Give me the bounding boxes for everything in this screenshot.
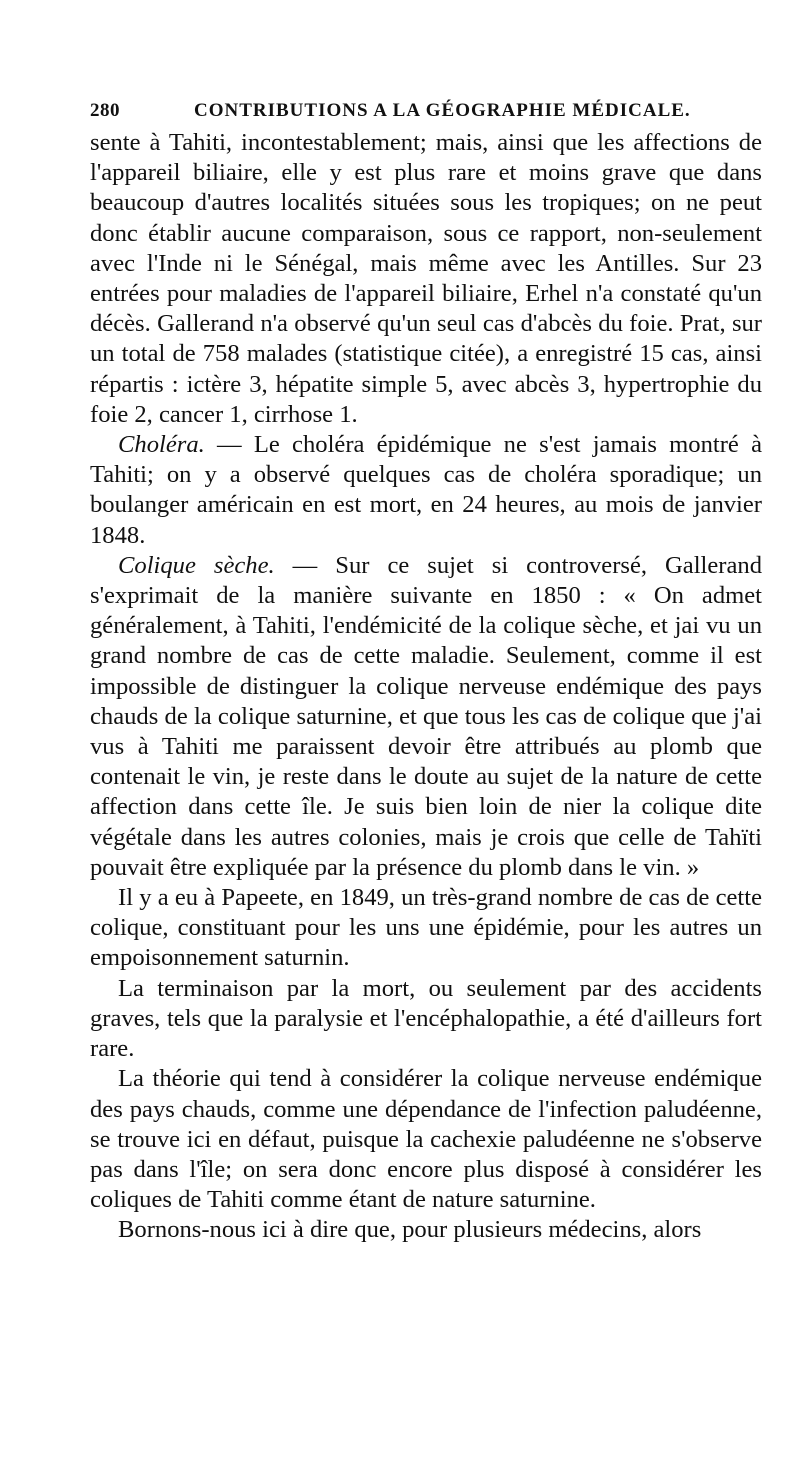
paragraph-text: Bornons-nous ici à dire que, pour plusieurs médecins, alors bbox=[118, 1216, 702, 1244]
paragraph-text: — Sur ce sujet si controversé, Gallerand s'exprimait de la manière suivante en 1850 : « On admet généralement, à Tahiti, l'endémicité de la colique sèche, et jai vu un grand nombre de cas de cette maladie. Seulement, comme il est impossible de distinguer la colique nerveuse endémique des pays chauds de la colique saturnine, et que tous les cas de colique que j'ai vus à Tahiti me paraissent devoir être attribués au plomb que contenait le vin, je reste dans le doute au sujet de la nature de cette affection dans cette île. Je suis bien loin de nier la colique dite végétale dans les autres colonies, mais je crois que celle de Tahïti pouvait être expliquée par la présence du plomb dans le vin. » bbox=[90, 551, 762, 881]
paragraph-text: La terminaison par la mort, ou seulement par des accidents graves, tels que la paralysie et l'encéphalopathie, a été d'ailleurs fort rare. bbox=[90, 974, 762, 1063]
paragraph-subhead: Colique sèche. bbox=[118, 551, 275, 579]
paragraph-bornons bbox=[90, 1215, 762, 1245]
paragraph-cholera bbox=[90, 430, 762, 551]
page-header bbox=[90, 92, 762, 126]
paragraph-theorie bbox=[90, 1064, 762, 1215]
paragraph-papeete bbox=[90, 883, 762, 974]
paragraph-text: Il y a eu à Papeete, en 1849, un très-grand nombre de cas de cette colique, constituant pour les uns une épidémie, pour les autres un empoisonnement saturnin. bbox=[90, 884, 762, 972]
paragraph-text: — Le choléra épidémique ne s'est jamais montré à Tahiti; on y a observé quelques cas de choléra sporadique; un boulanger américain en est mort, en 24 heures, au mois de janvier 1848. bbox=[90, 431, 762, 549]
paragraph-subhead: Choléra. bbox=[118, 431, 205, 459]
book-page bbox=[90, 92, 762, 1246]
paragraph-terminaison bbox=[90, 974, 762, 1065]
page-number: 280 bbox=[90, 100, 120, 121]
paragraph-liver bbox=[90, 128, 762, 430]
paragraph-text: sente à Tahiti, incontestablement; mais, ainsi que les affections de l'appareil biliaire, elle y est plus rare et moins grave que dans beaucoup d'autres localités situées sous les tropiques; on ne peut donc établir aucune comparaison, sous ce rapport, non-seulement avec l'Inde ni le Sénégal, mais même avec les Antilles. Sur 23 entrées pour maladies de l'appareil biliaire, Erhel n'a constaté qu'un décès. Gallerand n'a observé qu'un seul cas d'abcès du foie. Prat, sur un total de 758 malades (statistique citée), a enregistré 15 cas, ainsi répartis : ictère 3, hépatite simple 5, avec abcès 3, hypertrophie du foie 2, cancer 1, cirrhose 1. bbox=[90, 129, 762, 428]
body-text bbox=[90, 128, 762, 1246]
running-title: CONTRIBUTIONS A LA GÉOGRAPHIE MÉDICALE. bbox=[194, 100, 691, 121]
paragraph-colique bbox=[90, 551, 762, 883]
paragraph-text: La théorie qui tend à considérer la colique nerveuse endémique des pays chauds, comme une dépendance de l'infection paludéenne, se trouve ici en défaut, puisque la cachexie paludéenne ne s'observe pas dans l'île; on sera donc encore plus disposé à considérer les coliques de Tahiti comme étant de nature saturnine. bbox=[90, 1065, 762, 1214]
